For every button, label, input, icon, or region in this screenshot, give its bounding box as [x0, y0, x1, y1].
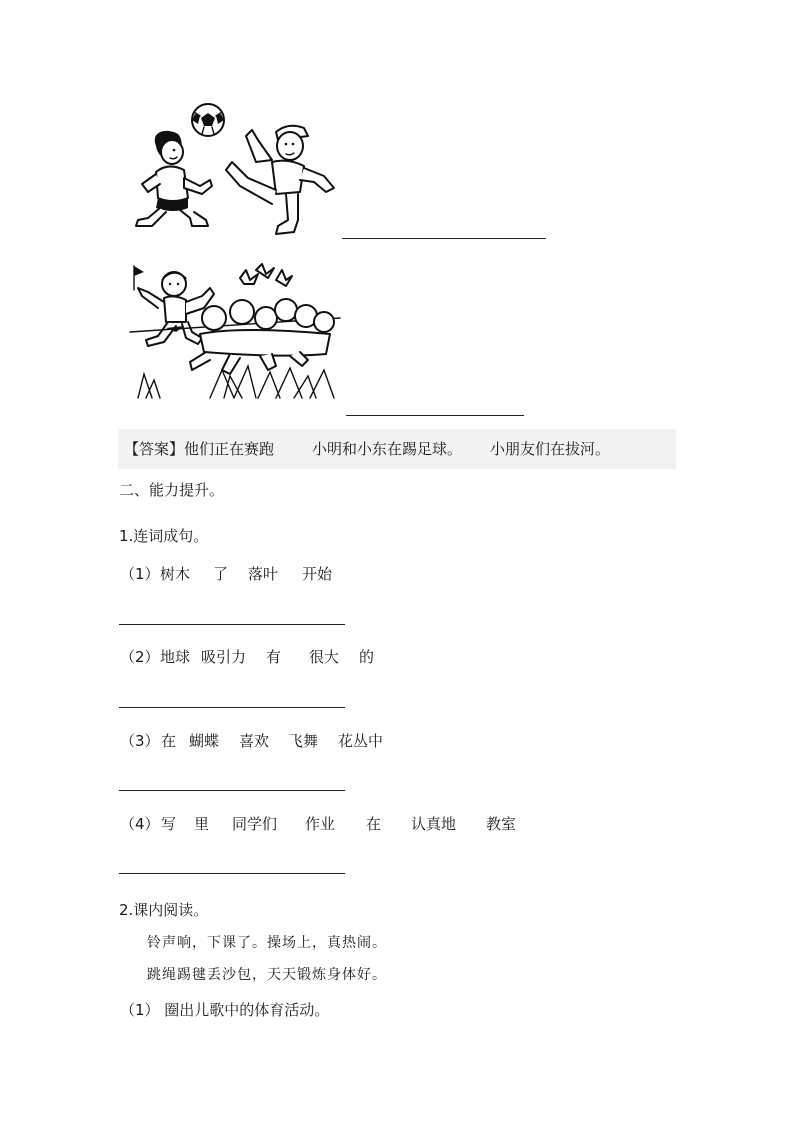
answer-item-3: 小朋友们在拔河。	[490, 440, 611, 458]
tug-of-war-illustration	[130, 262, 340, 402]
q1-title: 1.连词成句。	[119, 527, 209, 545]
birds-icon	[240, 264, 292, 286]
word-chip: 教室	[486, 815, 517, 833]
answer-item-2: 小明和小东在踢足球。	[312, 440, 463, 458]
word-chip: 蝴蝶	[189, 732, 220, 750]
word-chip: 在	[161, 732, 177, 750]
grass-icon	[138, 366, 334, 398]
answer-line[interactable]	[119, 624, 345, 625]
poem-line-1: 铃声响，下课了。操场上，真热闹。	[147, 935, 387, 951]
word-chip: 花丛中	[338, 732, 384, 750]
q1-item-number: （3）	[120, 732, 160, 750]
right-boy-figure	[226, 126, 334, 234]
section-title: 二、能力提升。	[119, 481, 225, 499]
answer-line-soccer[interactable]	[342, 238, 546, 239]
word-chip: 有	[266, 648, 282, 666]
q1-item-number: （1）	[120, 565, 160, 583]
word-chip: 认真地	[411, 815, 457, 833]
word-chip: 落叶	[248, 565, 279, 583]
left-boy-figure	[136, 131, 212, 226]
q1-item-number: （2）	[120, 648, 160, 666]
word-chip: 树木	[160, 565, 191, 583]
q2-sub-question-1: （1） 圈出儿歌中的体育活动。	[120, 1001, 330, 1019]
soccer-kids-illustration	[128, 100, 343, 240]
answer-line[interactable]	[119, 790, 345, 791]
word-chip: 地球	[160, 648, 191, 666]
answer-line-tug-of-war[interactable]	[346, 415, 524, 416]
word-chip: 里	[194, 815, 210, 833]
q1-item-number: （4）	[120, 815, 160, 833]
word-chip: 在	[366, 815, 382, 833]
answer-item-1: 他们正在赛跑	[184, 440, 275, 458]
word-chip: 作业	[305, 815, 336, 833]
word-chip: 吸引力	[201, 648, 247, 666]
answer-line[interactable]	[119, 873, 345, 874]
soccer-ball-icon	[192, 104, 224, 136]
word-chip: 了	[213, 565, 229, 583]
pulling-kids-group	[190, 299, 334, 374]
q2-title: 2.课内阅读。	[119, 901, 209, 919]
word-chip: 很大	[309, 648, 340, 666]
word-chip: 的	[359, 648, 375, 666]
word-chip: 飞舞	[288, 732, 319, 750]
answer-box	[118, 429, 676, 469]
answer-line[interactable]	[119, 707, 345, 708]
answer-label: 【答案】	[124, 440, 185, 458]
word-chip: 同学们	[232, 815, 278, 833]
word-chip: 开始	[302, 565, 333, 583]
word-chip: 写	[161, 815, 177, 833]
poem-line-2: 跳绳踢毽丢沙包，天天锻炼身体好。	[147, 967, 387, 983]
word-chip: 喜欢	[239, 732, 270, 750]
